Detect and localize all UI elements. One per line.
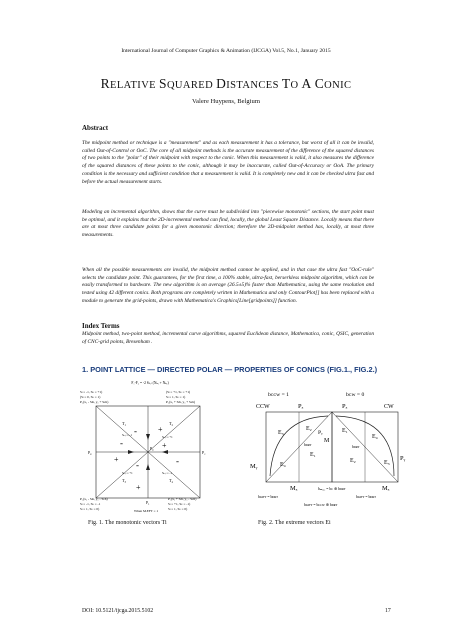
fig2-cw: CW	[384, 404, 394, 410]
fig1-sign-l: -	[120, 438, 123, 448]
fig1-tl3: P₃(x₀ - Sₗh, y₀ + Sₖh)	[80, 400, 109, 404]
fig1-tl1: Sₗ = -1, Sₖ = +1)	[80, 390, 103, 394]
fig2-e1-left: E₁	[310, 452, 316, 458]
fig1-slope-tr: Sₖ,ₗ = +1	[162, 435, 173, 439]
fig2-e3-right: E₃	[384, 460, 390, 466]
index-terms-heading: Index Terms	[82, 322, 120, 330]
fig2-bmode: bₘₒₑₑ = bᴄ ⊕ bᴅʀᴛ	[318, 487, 346, 491]
fig1-sign-ml: +	[114, 455, 119, 464]
fig1-arrow-down	[146, 464, 150, 470]
fig1-sign-tl: -	[134, 426, 137, 436]
fig1-br2: Sₗ = +1, Sₖ = -1)	[168, 502, 191, 506]
fig2-e3: E₃	[278, 430, 284, 436]
fig2-my: Mᵧ	[250, 463, 258, 470]
fig1-sign-bm: +	[136, 483, 141, 492]
fig1-bl1: P₄(x₀ - Sₗh, y₀ - Sₖh)	[80, 497, 108, 501]
fig1-t4: T₄	[169, 478, 174, 483]
fig1-top-formula: F₁-F₀ = -2 Sₖ,ₗ (Nₕᵣ + Nₕᵣ)	[131, 381, 169, 385]
fig1-slope-br: Sₖ,ₗ = -1	[162, 471, 172, 475]
fig1-slope-tl: Sₖ,ₗ = -1	[122, 433, 132, 437]
fig2-e4-left: E₄	[280, 462, 286, 468]
fig1-sign-tr2: +	[162, 441, 167, 450]
abstract-heading: Abstract	[82, 124, 109, 132]
keywords: Midpoint method, two-point method, incremental curve algorithms, squared Euclidean distance, Mathematica, conic, QSIC, generation of CNC-grid points, Bresenham .	[82, 331, 374, 345]
figure-1-diagram	[76, 378, 224, 520]
fig1-p4: P₄	[88, 451, 92, 455]
fig2-bleft-right: bʟᴇғᴛ = bᴅʀᴛ	[356, 495, 376, 499]
fig1-t1: T₁	[122, 421, 127, 426]
fig1-t3: T₃	[122, 478, 127, 483]
fig1-p1: P₁	[146, 501, 150, 505]
fig1-arrow-right	[162, 450, 168, 454]
fig1-arrow-up	[146, 434, 150, 440]
figure-2-caption: Fig. 2. The extreme vectors Ei	[258, 520, 331, 526]
fig1-br3: Sₗ = 1, Sₖ = 0)	[168, 507, 188, 511]
fig2-bcw: bᴄᴡ = 0	[346, 392, 365, 398]
author: Valere Huypens, Belgium	[192, 98, 260, 105]
page-number: 17	[385, 608, 391, 614]
fig2-mx-right: Mₓ	[382, 485, 390, 492]
fig2-px-right: Pₓ	[342, 403, 348, 410]
journal-header: International Journal of Computer Graphics & Animation (IJCGA) Vol.5, No.1, January 2015	[121, 48, 331, 54]
fig1-t2: T₂	[169, 421, 174, 426]
doi: DOI: 10.5121/ijcga.2015.5102	[82, 608, 154, 614]
fig1-sign-mr: -	[176, 456, 179, 466]
figure-1-caption: Fig. 1. The monotonic vectors Ti	[88, 520, 167, 526]
paper-title: RELATIVE SQUARED DISTANCES TO A CONIC	[100, 76, 352, 91]
abstract-paragraph-2: Modeling an incremental algorithm, shows that the curve must be subdivided into "piecewise monotonic" sections, the start point must be optimal, and it explains that the 2D-incremental method can find, locally, the global Least Square Distance. Locally means that there are at most three candidate points for a given monotonic direction; therefore the 2D-midpoint method has, locally, at most three measurements.	[82, 209, 374, 239]
fig1-arrow-left	[128, 450, 134, 454]
fig1-tr3: P₂(x₀ + Sₗh, y₀ + Sₖh)	[166, 400, 196, 404]
section-heading: 1. POINT LATTICE — DIRECTED POLAR — PROPERTIES OF CONICS (FIG.1., FIG.2.)	[82, 365, 378, 374]
fig2-e2-left: E₂	[306, 426, 312, 432]
abstract-paragraph-1: The midpoint method or technique is a "measurement" and as each measurement it has a tolerance, but worst of all it can be invalid, called Out-of-Control or OoC. The core of all midpoint methods is the accurate measurement of the difference of the squared distances of two points to the "polar" of their midpoint with respect to the conic. When this measurement is valid, it also measures the difference of the squared distances of these points to the conic, although it may be inaccurate, called Out-of-Accuracy or OoA. The primary condition is the necessary and sufficient condition that a measurement is valid. It is completely new and it can be checked ultra fast and before the actual measurement starts.	[82, 140, 374, 185]
fig1-p2: P₂	[202, 451, 206, 455]
fig2-mx-left: Mₓ	[290, 485, 298, 492]
fig1-tr2: Sₗ = 1, Sₖ = 1)	[166, 395, 186, 399]
fig1-sign-bl: -	[136, 460, 139, 470]
fig2-bdrt-left: bᴅʀᴛ	[304, 443, 312, 447]
fig1-p0: P₀	[150, 447, 154, 451]
fig1-bottom-mid: When M.EFT = 1	[134, 509, 159, 513]
fig2-px-left: Pₓ	[298, 403, 304, 410]
fig2-ccw: CCW	[256, 404, 270, 410]
fig1-bl2: Sₗ = -1, Sₖ = -1	[80, 502, 101, 506]
fig1-tl2: (Sₗ = 0, Sₖ = 1)	[80, 395, 101, 399]
fig2-bleft: bʟᴇғᴛ = bᴅʀᴛ	[258, 495, 278, 499]
fig2-e4-right: E₄	[372, 434, 378, 440]
figure-2-diagram	[248, 388, 408, 518]
fig2-e2-right: E₂	[350, 458, 356, 464]
fig2-bleft2: bʟᴇғᴛ = bᴄᴄᴡ ⊕ bᴅʀᴛ	[304, 503, 338, 507]
fig2-py-left: Pᵧ	[318, 430, 323, 436]
fig1-bl3: Sₗ = 1, Sₖ = 0)	[80, 507, 100, 511]
fig2-bccw: bᴄᴄᴡ = 1	[268, 392, 289, 398]
abstract-paragraph-3: When all the possible measurements are invalid, the midpoint method cannot be applied, and in that case the ultra fast "OoC-rule" selects the candidate point. This guarantees, for the first time, a 100% stable, ultra-fast, berserkless midpoint algorithm, which can be easily transformed to hardware. The new algorithm is on average (26.5±5)% faster than Mathematica, using the same resolution and tested using 42 different conics. Both programs are completely written in Mathematica and only ContourPlot[] has been replaced with a module to generate the grid-points, drawn with Mathematica's Graphics[Line[gridpoints]] function.	[82, 267, 374, 304]
fig1-sign-tr: +	[158, 425, 163, 434]
fig1-br1: P₁(x₀ + Sₗh, y₀ - Sₖh)	[168, 497, 197, 501]
fig2-e1-right: E₁	[342, 428, 348, 434]
fig1-slope-bl: Sₖ,ₗ = +1	[122, 471, 133, 475]
fig2-py-right: Pᵧ	[400, 455, 406, 462]
fig1-tr1: (Sₗ = +1, Sₖ = +1)	[166, 390, 191, 394]
fig2-bdrt-right: bᴅʀᴛ	[352, 445, 360, 449]
fig2-m: M	[324, 438, 330, 444]
